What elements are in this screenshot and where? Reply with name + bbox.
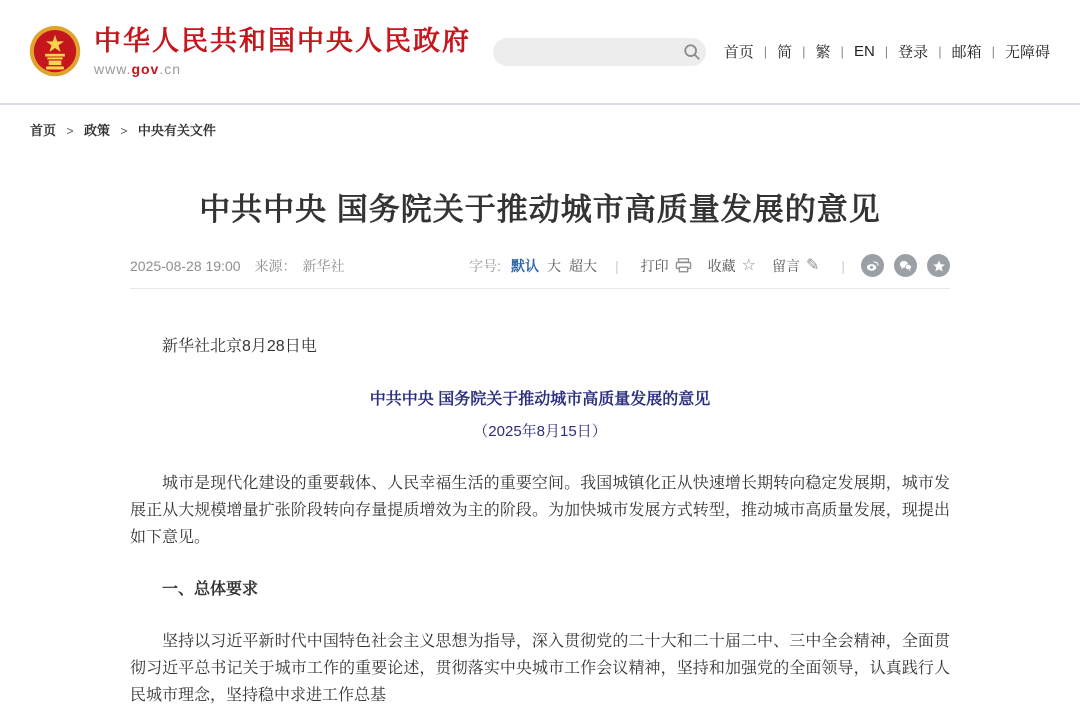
source-label: 来源： xyxy=(254,257,297,274)
share-group xyxy=(861,254,950,277)
font-size-large-button[interactable]: 大 xyxy=(546,257,561,274)
national-emblem-icon xyxy=(28,24,82,80)
url-cn: .cn xyxy=(159,60,182,77)
breadcrumb-separator: > xyxy=(120,124,128,138)
header-right xyxy=(493,38,1052,66)
dateline: 新华社北京8月28日电 xyxy=(162,338,317,356)
nav-separator: | xyxy=(840,44,844,59)
nav-separator: | xyxy=(884,44,889,59)
article-meta-row xyxy=(130,254,950,277)
font-size-xlarge-button[interactable]: 超大 xyxy=(568,257,597,274)
paragraph: 城市是现代化建设的重要载体、人民幸福生活的重要空间。我国城镇化正从快速增长期转向稳定发展期，城市发展正从大规模增量扩张阶段转向存量提质增效为主的阶段。为加快城市发展方式转型，推动城市高质量发展，现提出如下意见。 xyxy=(130,475,950,547)
breadcrumb-separator: > xyxy=(66,124,74,138)
breadcrumb-policy[interactable]: 政策 xyxy=(83,123,110,138)
search-box[interactable] xyxy=(493,38,706,66)
nav-accessibility[interactable]: 无障碍 xyxy=(1004,44,1050,61)
nav-separator: | xyxy=(938,44,942,59)
breadcrumb-central-documents[interactable]: 中央有关文件 xyxy=(137,123,216,138)
print-button[interactable] xyxy=(641,256,692,276)
article-meta-right xyxy=(469,254,950,277)
comment-label: 留言 xyxy=(771,257,800,274)
search-icon[interactable] xyxy=(683,43,701,61)
pencil-icon: ✎ xyxy=(805,256,820,274)
url-gov: gov xyxy=(131,60,160,77)
document-date: （2025年8月15日） xyxy=(473,423,607,441)
nav-simplified[interactable]: 简 xyxy=(777,44,793,61)
article-body xyxy=(130,333,950,709)
qzone-icon[interactable] xyxy=(927,254,950,277)
page-title: 中共中央 国务院关于推动城市高质量发展的意见 xyxy=(199,192,881,227)
meta-divider xyxy=(130,288,950,289)
favorite-label: 收藏 xyxy=(707,257,736,274)
breadcrumb-home[interactable]: 首页 xyxy=(30,123,57,138)
meta-separator: | xyxy=(841,257,845,274)
site-url xyxy=(94,61,471,77)
paragraph: 坚持以习近平新时代中国特色社会主义思想为指导，深入贯彻党的二十大和二十届二中、三中全会精神，全面贯彻习近平总书记关于城市工作的重要论述，贯彻落实中央城市工作会议精神，坚持和加强党的全面领导，认真践行人民城市理念，坚持稳中求进工作总基 xyxy=(130,633,950,705)
nav-mail[interactable]: 邮箱 xyxy=(951,44,982,61)
site-brand xyxy=(94,26,471,76)
font-size-default-button[interactable]: 默认 xyxy=(510,257,539,274)
site-header xyxy=(0,0,1080,103)
printer-icon xyxy=(675,258,692,273)
section-heading: 一、总体要求 xyxy=(162,581,259,599)
favorite-button[interactable] xyxy=(708,256,756,276)
article-meta-left xyxy=(130,256,345,276)
content-area xyxy=(130,190,950,709)
site-title: 中华人民共和国中央人民政府 xyxy=(94,26,471,57)
print-label: 打印 xyxy=(640,257,669,274)
search-input[interactable] xyxy=(507,44,683,59)
publish-datetime: 2025-08-28 19:00 xyxy=(130,257,241,274)
font-size-label: 字号: xyxy=(469,257,501,274)
comment-button[interactable] xyxy=(772,256,819,276)
nav-separator: | xyxy=(802,44,806,59)
url-www: www. xyxy=(94,60,132,77)
nav-home[interactable]: 首页 xyxy=(723,44,754,61)
nav-separator: | xyxy=(991,44,995,59)
source-value: 新华社 xyxy=(302,257,345,274)
breadcrumb xyxy=(0,103,1080,155)
weibo-icon[interactable] xyxy=(861,254,884,277)
nav-login[interactable]: 登录 xyxy=(898,44,929,61)
nav-separator: | xyxy=(763,44,768,59)
nav-traditional[interactable]: 繁 xyxy=(815,44,831,61)
meta-separator: | xyxy=(614,257,619,274)
document-title: 中共中央 国务院关于推动城市高质量发展的意见 xyxy=(369,391,711,409)
star-icon: ☆ xyxy=(741,256,756,274)
nav-english[interactable]: EN xyxy=(853,43,875,60)
top-nav xyxy=(722,41,1052,62)
wechat-icon[interactable] xyxy=(894,254,917,277)
